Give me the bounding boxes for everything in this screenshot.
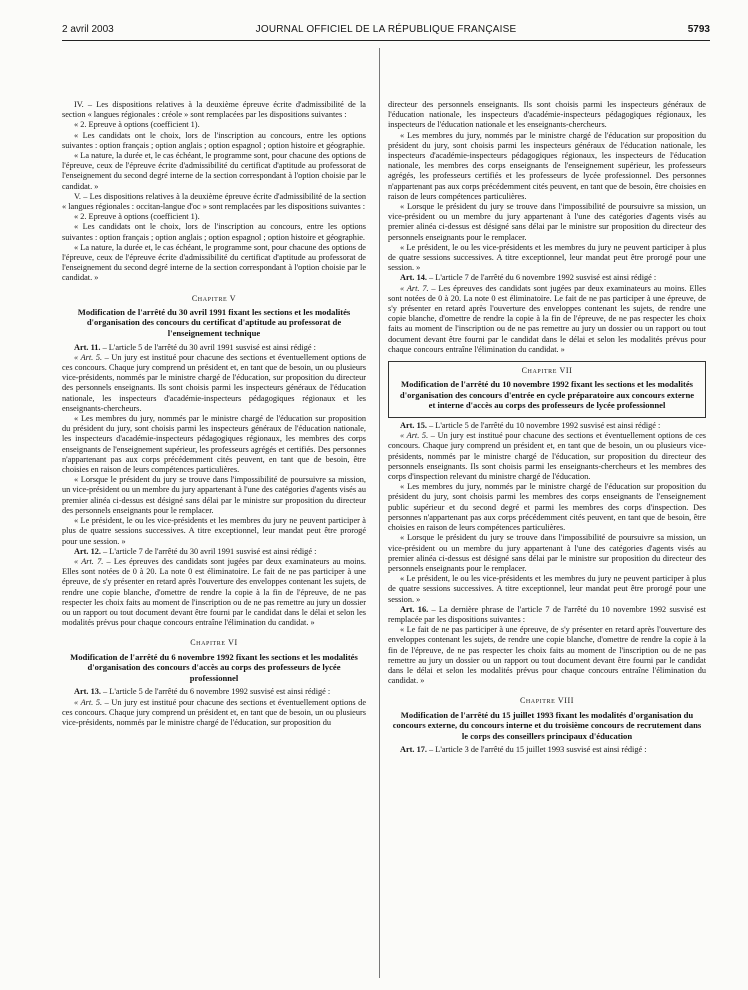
- chapter-title: Modification de l'arrêté du 15 juillet 1993 fixant les modalités d'organisation du concours externe, du concours interne et du troisième concours de recrutement dans le corps des conseillers principaux d'éducation: [392, 709, 702, 741]
- paragraph: « La nature, la durée et, le cas échéant, le programme sont, pour chacune des options de l'épreuve, ceux de l'épreuve écrite d'admissibilité du certificat d'aptitude au professorat de l'enseignement du second degré interne de la section correspondant à l'option choisie par le candidat. »: [62, 151, 366, 191]
- article-label: Art. 17.: [400, 745, 427, 755]
- paragraph: « Le fait de ne pas participer à une épreuve, de s'y présenter en retard après l'ouverture des enveloppes contenant les sujets, de rendre une copie blanche, d'omettre de rendre la copie à la fin de l'épreuve, de ne pas respecter les choix faits au moment de l'inscription ou de ne pas remettre au jury un dossier ou un rapport ou tout document devant être fourni par le candidat dans le délai et selon les modalités prévus pour chaque concours entraîne l'élimination du candidat. »: [388, 625, 706, 686]
- paragraph: « Les membres du jury, nommés par le ministre chargé de l'éducation sur proposition du président du jury, sont choisis parmi les inspecteurs généraux de l'éducation nationale, les inspecteurs d'académie-inspecteurs pédagogiques régionaux, les membres des corps enseignants de l'enseignement supérieur, les professeurs agrégés et certifiés. Des personnes n'appartenant pas aux corps précédemment cités peuvent, en tant que de besoin, être choisies en raison de leurs compétences particulières.: [62, 414, 366, 475]
- chapter-title: Modification de l'arrêté du 30 avril 1991 fixant les sections et les modalités d'organisation des concours du certificat d'aptitude au professorat de l'enseignement technique: [77, 306, 351, 339]
- quoted-article-label: « Art. 5.: [400, 431, 429, 441]
- paragraph: directeur des personnels enseignants. Ils sont choisis parmi les inspecteurs généraux de l'éducation nationale, les inspecteurs d'académie-inspecteurs pédagogiques régionaux, les inspecteurs de l'éducation nationale et les enseignants-chercheurs.: [388, 100, 706, 130]
- article-text: – L'article 5 de l'arrêté du 30 avril 1991 susvisé est ainsi rédigé :: [100, 342, 316, 352]
- quoted-article-label: « Art. 7.: [74, 556, 104, 566]
- quoted-article-label: « Art. 5.: [74, 697, 103, 707]
- article-text: – L'article 5 de l'arrêté du 10 novembre 1992 susvisé est ainsi rédigé :: [426, 421, 661, 431]
- article-text: – L'article 7 de l'arrêté du 30 avril 1991 susvisé est ainsi rédigé :: [100, 546, 317, 556]
- article-label: Art. 16.: [400, 604, 429, 614]
- chapter-title: Modification de l'arrêté du 6 novembre 1992 fixant les sections et les modalités d'organisation des concours d'accès au corps des professeurs de lycée professionnel: [70, 651, 358, 683]
- chapter-heading: Chapitre VI: [190, 638, 238, 648]
- paragraph: « Les candidats ont le choix, lors de l'inscription au concours, entre les options suivantes : option français ; option anglais ; option espagnol ; option histoire et géographie.: [62, 222, 366, 242]
- paragraph: « Le président, le ou les vice-présidents et les membres du jury ne peuvent participer à plus de quatre sessions successives. A titre exceptionnel, leur mandat peut être prorogé pour une session. »: [388, 574, 706, 604]
- paragraph: « 2. Epreuve à options (coefficient 1).: [74, 120, 200, 130]
- paragraph: « Les membres du jury, nommés par le ministre chargé de l'éducation sur proposition du président du jury, sont choisis parmi les inspecteurs généraux de l'éducation nationale, les inspecteurs d'académie-inspecteurs pédagogiques régionaux, les inspecteurs de l'éducation nationale, les membres des corps enseignants de l'enseignement supérieur, les professeurs agrégés, les professeurs certifiés et les professeurs de lycée professionnel. Des personnes n'appartenant pas aux corps précédemment cités peuvent, en tant que de besoin, être choisies en raison de leurs compétences particulières.: [388, 130, 706, 201]
- left-column: [62, 100, 366, 728]
- paragraph: « Les membres du jury, nommés par le ministre chargé de l'éducation sur proposition du président du jury, sont choisis parmi les membres des corps enseignants de l'enseignement public supérieur et du second degré et parmi les membres des corps d'inspection. Des personnes n'appartenant pas aux corps précédemment cités peuvent, en tant que de besoin, être choisies en raison de leurs compétences particulières.: [388, 482, 706, 533]
- quoted-article-text: – Un jury est institué pour chacune des sections et éventuellement options de ces concours. Chaque jury comprend un président et, en tant que de besoin, un ou plusieurs vice-présidents, nommés par le ministre chargé de l'éducation, sur proposition du directeur des personnels enseignants. Ils sont choisis parmi les enseignants-chercheurs et les membres des corps d'inspection relevant du ministre chargé de l'éducation.: [388, 431, 707, 482]
- chapter-heading: Chapitre VII: [521, 366, 573, 376]
- article-paragraph: [388, 421, 706, 431]
- paragraph: « Lorsque le président du jury se trouve dans l'impossibilité de poursuivre sa mission, un vice-président ou un membre du jury appartenant à l'une des catégories d'agents visés au premier alinéa ci-dessus est désigné sans délai par le ministre sur proposition du directeur des personnels enseignants pour le remplacer.: [388, 533, 706, 573]
- article-label: Art. 11.: [74, 342, 101, 352]
- quoted-article-text: – Un jury est institué pour chacune des sections et éventuellement options de ces concours. Chaque jury comprend un président et, en tant que de besoin, un ou plusieurs vice-présidents, nommés par le ministre chargé de l'éducation, sur proposition du: [62, 697, 366, 727]
- chapter-heading: Chapitre VIII: [519, 696, 575, 706]
- article-paragraph: [388, 745, 706, 755]
- article-paragraph: [388, 605, 706, 625]
- paragraph: « Le président, le ou les vice-présidents et les membres du jury ne peuvent participer à plus de quatre sessions successives. A titre exceptionnel, leur mandat peut être prorogé pour une session. »: [388, 242, 706, 273]
- paragraph: V. – Les dispositions relatives à la deuxième épreuve écrite d'admissibilité de la section « langues régionales : occitan-langue d'oc » sont remplacées par les dispositions suivantes :: [62, 191, 366, 212]
- paragraph: « Lorsque le président du jury se trouve dans l'impossibilité de poursuivre sa mission, un vice-président ou un membre du jury appartenant à l'une des catégories d'agents visés au premier alinéa ci-dessus est désigné sans délai par le ministre sur proposition du directeur des personnels enseignants pour le remplacer.: [388, 202, 706, 242]
- article-label: Art. 12.: [74, 546, 101, 556]
- article-label: Art. 13.: [74, 687, 101, 697]
- quoted-article-label: « Art. 5.: [74, 352, 103, 362]
- paragraph: « Lorsque le président du jury se trouve dans l'impossibilité de poursuivre sa mission, un vice-président ou un membre du jury appartenant à l'une des catégories d'agents visés au premier alinéa ci-dessus est désigné sans délai par le ministre sur proposition du directeur des personnels enseignants pour le remplacer.: [62, 475, 366, 515]
- quoted-article-label: « Art. 7.: [400, 283, 429, 293]
- page-header: [62, 24, 710, 40]
- quoted-article-text: – Un jury est institué pour chacune des sections et éventuellement options de ces concours. Chaque jury comprend un président et, en tant que de besoin, un ou plusieurs vice-présidents, nommés par le ministre chargé de l'éducation, sur proposition du directeur des personnels enseignants. Ils sont choisis parmi les inspecteurs généraux de l'éducation nationale, les inspecteurs d'académie-inspecteurs pédagogiques régionaux et les enseignants-chercheurs.: [62, 352, 366, 413]
- column-separator: [379, 48, 380, 978]
- paragraph: [62, 353, 366, 414]
- paragraph: « 2. Epreuve à options (coefficient 1).: [74, 212, 200, 222]
- quoted-article-text: – Les épreuves des candidats sont jugées par deux examinateurs au moins. Elles sont notées de 0 à 20. La note 0 est éliminatoire. Le fait de ne pas participer à une épreuve, de s'y présenter en retard après l'ouverture des enveloppes contenant les sujets, de rendre une copie blanche, d'omettre de rendre la copie à la fin de l'épreuve, de ne pas respecter les choix faits au moment de l'inscription ou de ne pas remettre au jury un dossier ou un rapport ou tout document devant être fourni par le candidat dans le délai et selon les modalités prévus pour chaque concours entraîne l'élimination du candidat. »: [62, 556, 366, 628]
- quoted-article-text: – Les épreuves des candidats sont jugées par deux examinateurs au moins. Elles sont notées de 0 à 20. La note 0 est éliminatoire. Le fait de ne pas participer à une épreuve, de s'y présenter en retard après l'ouverture des enveloppes contenant les sujets, de rendre une copie blanche, d'omettre de rendre la copie à la fin de l'épreuve, de ne pas respecter les choix faits au moment de l'inscription ou de ne pas remettre au jury un dossier ou un rapport ou tout document devant être fourni par le candidat dans le délai et selon les modalités prévus pour chaque concours entraîne l'élimination du candidat. »: [388, 283, 706, 354]
- header-page-number: 5793: [687, 24, 710, 35]
- article-paragraph: [62, 547, 366, 557]
- article-paragraph: [388, 273, 706, 283]
- article-text: – L'article 3 de l'arrêté du 15 juillet 1993 susvisé est ainsi rédigé :: [426, 745, 647, 755]
- paragraph: IV. – Les dispositions relatives à la deuxième épreuve écrite d'admissibilité de la section « langues régionales : créole » sont remplacées par les dispositions suivantes :: [62, 100, 366, 120]
- paragraph: « Le président, le ou les vice-présidents et les membres du jury ne peuvent participer à plus de quatre sessions successives. A titre exceptionnel, leur mandat peut être prorogé pour une session. »: [62, 516, 366, 546]
- article-label: Art. 15.: [400, 421, 427, 431]
- article-paragraph: [62, 687, 366, 697]
- header-rule: [62, 40, 710, 41]
- chapter-heading: Chapitre V: [191, 293, 237, 303]
- paragraph: [62, 698, 366, 729]
- header-date: 2 avril 2003: [62, 24, 114, 35]
- article-text: – L'article 7 de l'arrêté du 6 novembre 1992 susvisé est ainsi rédigé :: [426, 273, 657, 283]
- chapter-box: [388, 361, 706, 418]
- paragraph: [388, 284, 706, 355]
- article-label: Art. 14.: [400, 273, 427, 283]
- paragraph: [388, 431, 706, 482]
- article-text: – La dernière phrase de l'article 7 de l'arrêté du 10 novembre 1992 susvisé est remplacée par les dispositions suivantes :: [388, 604, 706, 624]
- chapter-title: Modification de l'arrêté du 10 novembre 1992 fixant les sections et les modalités d'organisation des concours d'entrée en cycle préparatoire aux concours externe et interne d'accès au corps des professeurs de lycée professionnel: [399, 379, 695, 411]
- paragraph: « La nature, la durée et, le cas échéant, le programme sont, pour chacune des options de l'épreuve, ceux de l'épreuve écrite d'admissibilité du certificat d'aptitude au professorat de l'enseignement du second degré interne de la section correspondant à l'option choisie par le candidat. »: [62, 242, 366, 283]
- right-column: [388, 100, 706, 756]
- article-text: – L'article 5 de l'arrêté du 6 novembre 1992 susvisé est ainsi rédigé :: [100, 687, 331, 697]
- paragraph: [62, 557, 366, 628]
- article-paragraph: [62, 343, 366, 353]
- header-journal-title: JOURNAL OFFICIEL DE LA RÉPUBLIQUE FRANÇAISE: [255, 24, 517, 35]
- paragraph: « Les candidats ont le choix, lors de l'inscription au concours, entre les options suivantes : option français ; option anglais ; option espagnol ; option histoire et géographie.: [62, 130, 366, 150]
